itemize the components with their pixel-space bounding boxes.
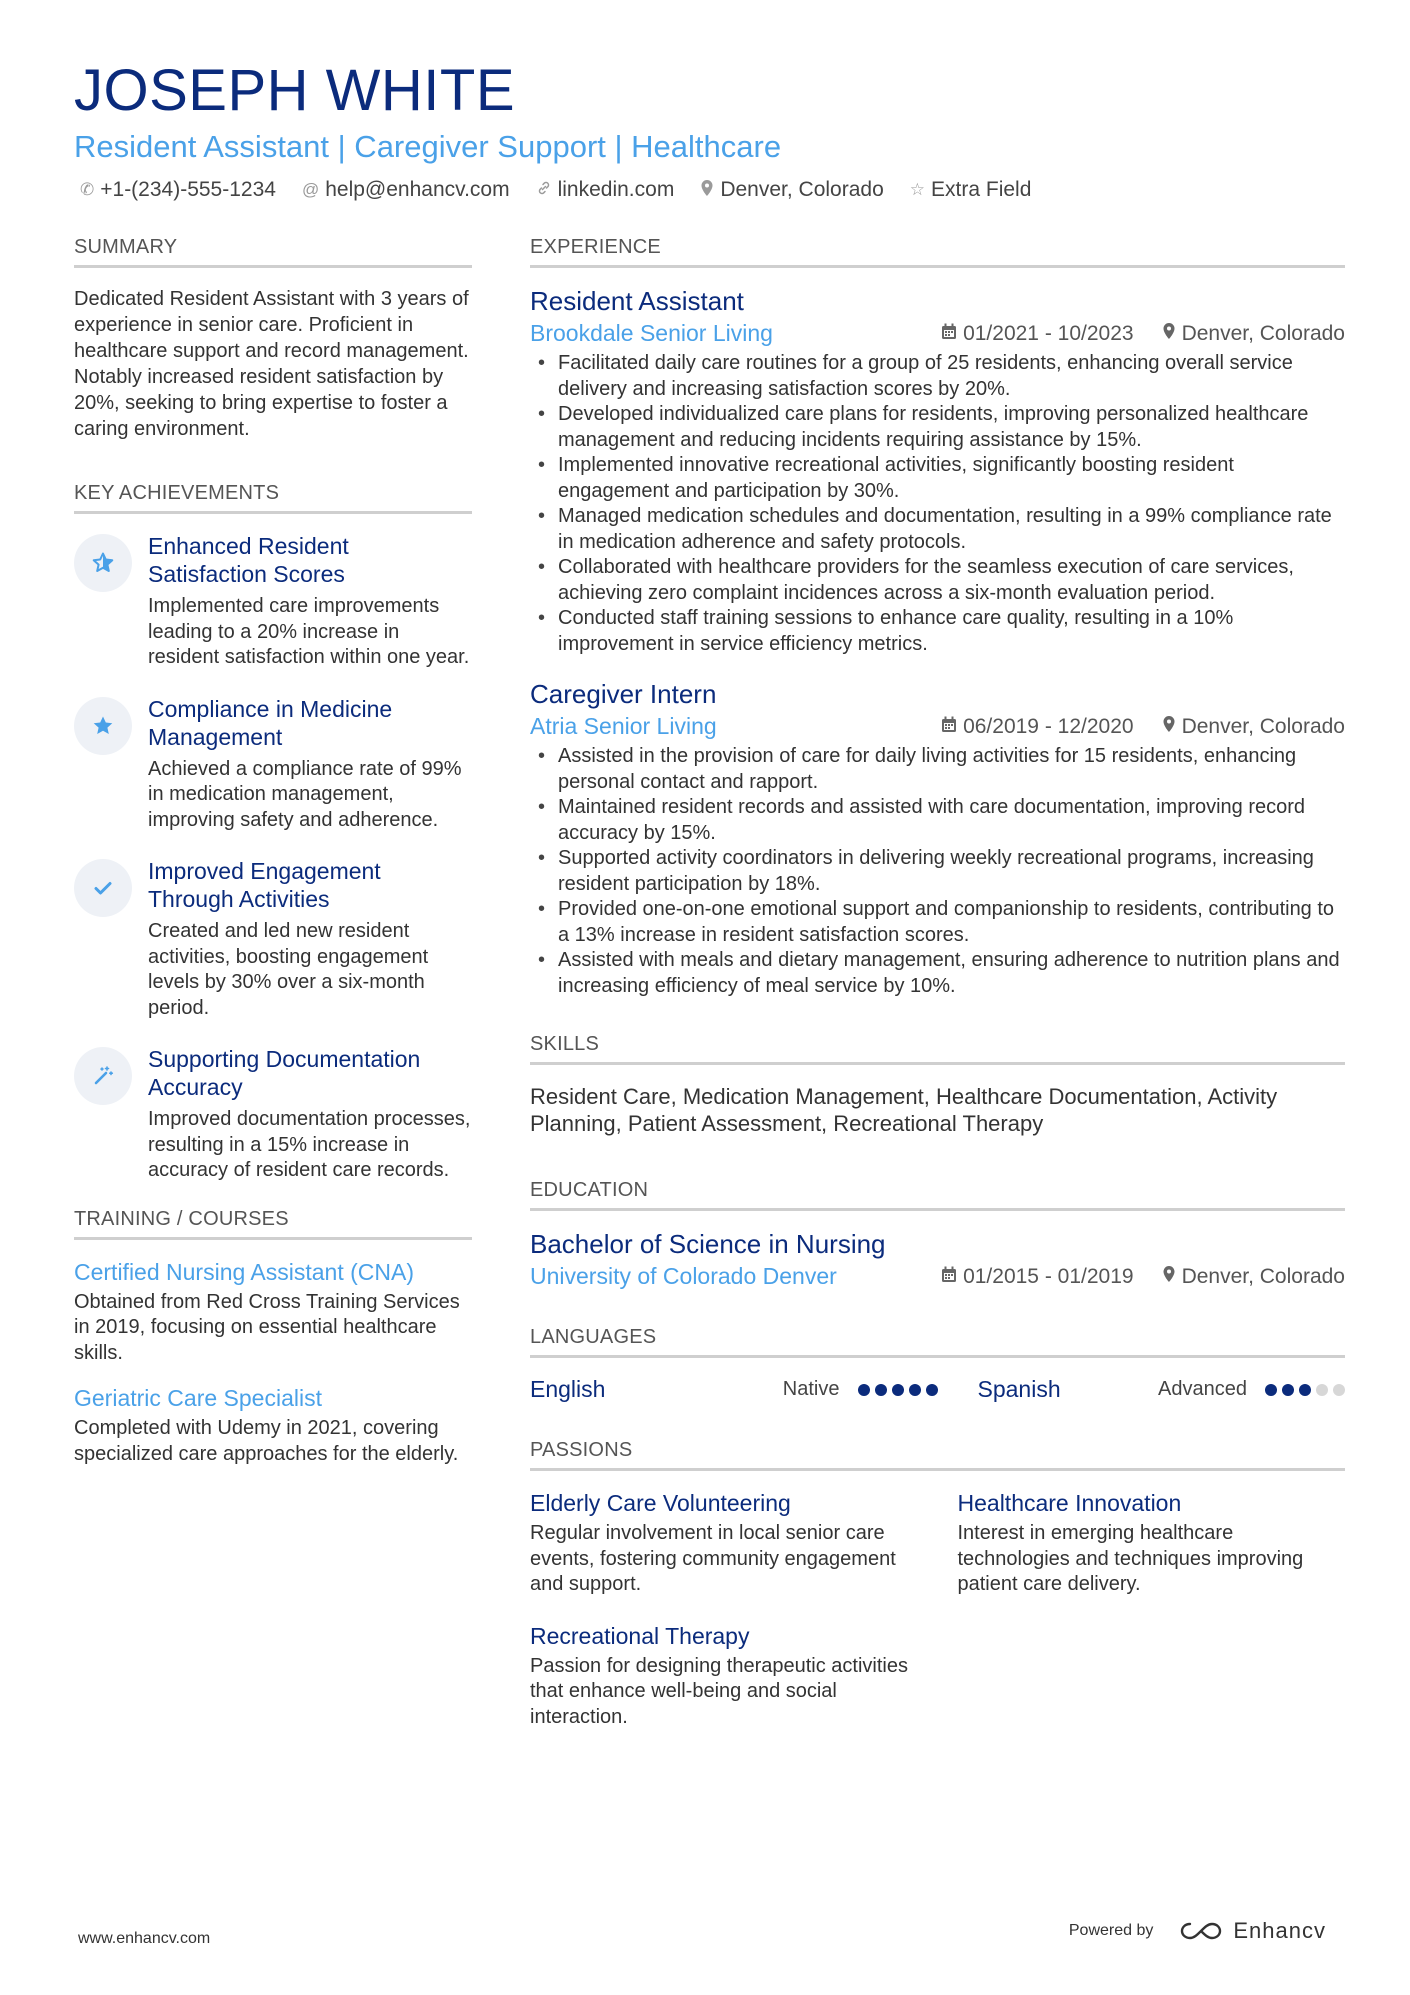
star-outline-icon — [74, 534, 132, 592]
training-section — [74, 1208, 472, 1468]
rating-dot — [858, 1384, 870, 1396]
passion-title: Elderly Care Volunteering — [530, 1490, 791, 1516]
section-title-experience: EXPERIENCE — [530, 236, 1345, 268]
summary-text: Dedicated Resident Assistant with 3 years of experience in senior care. Proficient in healthcare support and record management. Notably increased resident satisfaction by 20%, seeking to bring expertise to foster a caring environment. — [74, 288, 469, 440]
link-icon — [536, 180, 552, 201]
powered-by-label: Powered by — [1068, 1922, 1154, 1939]
rating-dot — [875, 1384, 887, 1396]
passion-item — [530, 1622, 918, 1731]
footer-branding — [1069, 1918, 1326, 1944]
passion-item — [530, 1489, 918, 1598]
achievement-title: Improved Engagement Through Activities — [148, 858, 381, 912]
job-entry — [530, 286, 1345, 657]
training-desc: Completed with Udemy in 2021, covering specialized care approaches for the elderly. — [74, 1417, 459, 1465]
job-role: Caregiver Intern — [530, 679, 717, 709]
infinity-logo-icon — [1179, 1920, 1223, 1942]
rating-dot — [1265, 1384, 1277, 1396]
achievement-desc: Implemented care improvements leading to a 20% increase in resident satisfaction within one year. — [148, 595, 470, 668]
calendar-icon — [941, 323, 957, 345]
section-title-achievements: KEY ACHIEVEMENTS — [74, 482, 472, 514]
location-icon — [1162, 322, 1176, 345]
job-dates: 06/2019 - 12/2020 — [963, 714, 1134, 738]
language-name: Spanish — [977, 1376, 1061, 1402]
footer-website[interactable]: www.enhancv.com — [78, 1930, 211, 1947]
candidate-subtitle: Resident Assistant | Caregiver Support | Healthcare — [74, 129, 782, 164]
calendar-icon — [941, 716, 957, 738]
bullet-item: • Assisted with meals and dietary management, ensuring adherence to nutrition plans and increasing efficiency of meal service by 10%. — [530, 948, 1345, 999]
brand-name: Enhancv — [1233, 1918, 1326, 1943]
bullet-item: • Managed medication schedules and documentation, resulting in a 99% compliance rate in medication adherence and safety protocols. — [530, 504, 1345, 555]
training-title: Geriatric Care Specialist — [74, 1385, 322, 1411]
achievement-desc: Improved documentation processes, resulting in a 15% increase in accuracy of resident care records. — [148, 1108, 471, 1181]
job-company: Atria Senior Living — [530, 713, 717, 739]
calendar-icon — [941, 1266, 957, 1288]
rating-dot — [1282, 1384, 1294, 1396]
candidate-name: JOSEPH WHITE — [74, 58, 516, 123]
education-location: Denver, Colorado — [1181, 1264, 1345, 1288]
location-icon — [1162, 1265, 1176, 1288]
check-icon — [74, 859, 132, 917]
language-rating — [858, 1384, 938, 1396]
achievement-title: Compliance in Medicine Management — [148, 695, 393, 750]
passions-section — [530, 1439, 1345, 1730]
bullet-item: • Provided one-on-one emotional support and companionship to residents, contributing to a 13% increase in resident satisfaction scores. — [530, 897, 1345, 948]
passion-desc: Regular involvement in local senior care events, fostering community engagement and support. — [530, 1522, 896, 1595]
contact-phone-text: +1-(234)-555-1234 — [100, 178, 276, 201]
contact-phone[interactable] — [80, 178, 276, 202]
contact-email-text: help@enhancv.com — [325, 178, 510, 201]
experience-section — [530, 236, 1345, 999]
brand-logo[interactable] — [1179, 1918, 1326, 1944]
bullet-item: • Collaborated with healthcare providers for the seamless execution of care services, achieving zero complaint incidences across a six-month evaluation period. — [530, 555, 1345, 606]
magic-wand-icon — [74, 1047, 132, 1105]
contact-bar — [80, 178, 1031, 202]
bullet-item: • Maintained resident records and assisted with care documentation, improving record accuracy by 15%. — [530, 795, 1345, 846]
phone-icon: ✆ — [80, 180, 95, 199]
section-title-summary: SUMMARY — [74, 236, 472, 268]
achievements-section — [74, 482, 472, 1184]
skills-section — [530, 1033, 1345, 1137]
summary-section — [74, 236, 472, 442]
passion-desc: Interest in emerging healthcare technologies and techniques improving patient care delivery. — [957, 1522, 1304, 1595]
passion-desc: Passion for designing therapeutic activities that enhance well-being and social interaction. — [530, 1654, 908, 1728]
job-location: Denver, Colorado — [1181, 714, 1345, 738]
passion-title: Recreational Therapy — [530, 1622, 750, 1649]
contact-linkedin-text: linkedin.com — [557, 178, 675, 201]
star-icon — [74, 697, 132, 755]
language-level: Advanced — [1158, 1378, 1247, 1400]
bullet-item: • Implemented innovative recreational activities, significantly boosting resident engagement and participation by 30%. — [530, 453, 1345, 504]
achievement-desc: Achieved a compliance rate of 99% in medication management, improving safety and adherence. — [148, 757, 462, 831]
bullet-item: • Conducted staff training sessions to enhance care quality, resulting in a 10% improvement in service efficiency metrics. — [530, 606, 1345, 657]
education-dates: 01/2015 - 01/2019 — [963, 1264, 1134, 1288]
language-rating — [1265, 1384, 1345, 1396]
contact-location-text: Denver, Colorado — [720, 178, 884, 201]
job-role: Resident Assistant — [530, 286, 744, 316]
bullet-item: • Developed individualized care plans for residents, improving personalized healthcare management and reducing incidents requiring assistance by 15%. — [530, 402, 1345, 453]
rating-dot — [1333, 1384, 1345, 1396]
location-icon — [700, 179, 714, 202]
achievement-item — [74, 1045, 472, 1184]
section-title-education: EDUCATION — [530, 1179, 1345, 1211]
skills-text: Resident Care, Medication Management, Healthcare Documentation, Activity Planning, Patient Assessment, Recreational Therapy — [530, 1084, 1278, 1136]
education-school: University of Colorado Denver — [530, 1263, 837, 1289]
star-icon: ☆ — [909, 180, 926, 199]
language-item — [530, 1376, 938, 1403]
achievement-item — [74, 857, 472, 1021]
passion-item — [958, 1489, 1346, 1598]
location-icon — [1162, 715, 1176, 738]
job-location: Denver, Colorado — [1181, 321, 1345, 345]
language-level: Native — [782, 1378, 840, 1400]
section-title-skills: SKILLS — [530, 1033, 1345, 1065]
contact-location — [700, 178, 883, 202]
rating-dot — [926, 1384, 938, 1396]
left-column — [74, 236, 472, 1485]
achievement-title: Enhanced Resident Satisfaction Scores — [148, 533, 349, 587]
contact-extra-text: Extra Field — [931, 178, 1032, 201]
at-icon: @ — [301, 180, 320, 199]
training-title: Certified Nursing Assistant (CNA) — [74, 1258, 414, 1285]
job-bullets — [530, 744, 1345, 999]
job-company: Brookdale Senior Living — [530, 320, 773, 346]
training-item — [74, 1258, 472, 1367]
languages-section — [530, 1326, 1345, 1403]
contact-email[interactable] — [302, 178, 510, 202]
rating-dot — [892, 1384, 904, 1396]
language-name: English — [530, 1376, 606, 1402]
training-desc: Obtained from Red Cross Training Services in 2019, focusing on essential healthcare skills. — [74, 1290, 460, 1364]
section-title-passions: PASSIONS — [530, 1439, 1345, 1471]
achievement-title: Supporting Documentation Accuracy — [148, 1046, 421, 1100]
section-title-training: TRAINING / COURSES — [74, 1208, 472, 1240]
contact-linkedin[interactable] — [536, 178, 675, 202]
passion-title: Healthcare Innovation — [957, 1490, 1182, 1516]
job-entry — [530, 679, 1345, 999]
job-dates: 01/2021 - 10/2023 — [963, 321, 1134, 345]
job-bullets — [530, 351, 1345, 657]
section-title-languages: LANGUAGES — [530, 1326, 1345, 1358]
achievement-desc: Created and led new resident activities, boosting engagement levels by 30% over a six-month period. — [148, 920, 429, 1019]
training-item — [74, 1384, 472, 1467]
right-column — [530, 236, 1345, 1730]
achievement-item — [74, 532, 472, 671]
education-degree: Bachelor of Science in Nursing — [530, 1229, 886, 1259]
achievement-item — [74, 695, 472, 834]
contact-extra — [910, 178, 1032, 202]
rating-dot — [1299, 1384, 1311, 1396]
rating-dot — [909, 1384, 921, 1396]
bullet-item: • Supported activity coordinators in delivering weekly recreational programs, increasing resident participation by 18%. — [530, 846, 1345, 897]
bullet-item: • Assisted in the provision of care for daily living activities for 15 residents, enhancing personal contact and rapport. — [530, 744, 1345, 795]
rating-dot — [1316, 1384, 1328, 1396]
bullet-item: • Facilitated daily care routines for a group of 25 residents, enhancing overall service delivery and increasing satisfaction scores by 20%. — [530, 351, 1345, 402]
language-item — [938, 1376, 1346, 1403]
education-section — [530, 1179, 1345, 1290]
